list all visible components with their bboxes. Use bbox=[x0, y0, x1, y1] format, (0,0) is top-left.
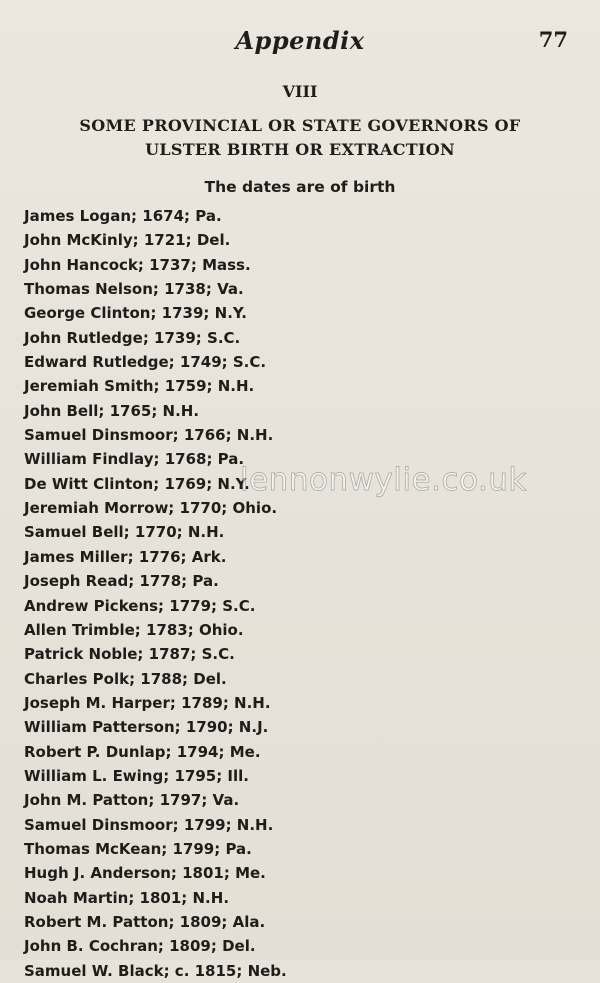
list-item: Joseph M. Harper; 1789; N.H. bbox=[24, 693, 271, 712]
list-item: William L. Ewing; 1795; Ill. bbox=[24, 766, 249, 785]
list-item: Thomas Nelson; 1738; Va. bbox=[24, 280, 244, 299]
list-item: Joseph Read; 1778; Pa. bbox=[24, 572, 219, 591]
list-item: Jeremiah Morrow; 1770; Ohio. bbox=[24, 499, 278, 518]
list-item: John B. Cochran; 1809; Del. bbox=[24, 937, 256, 956]
list-item: Noah Martin; 1801; N.H. bbox=[24, 888, 230, 907]
list-item: Thomas McKean; 1799; Pa. bbox=[24, 839, 252, 858]
section-heading bbox=[40, 114, 560, 162]
list-item: De Witt Clinton; 1769; N.Y. bbox=[24, 474, 250, 493]
section-numeral: VIII bbox=[282, 82, 318, 101]
section-heading-line-2: ULSTER BIRTH OR EXTRACTION bbox=[145, 140, 455, 159]
governor-list bbox=[24, 204, 564, 983]
list-item: Hugh J. Anderson; 1801; Me. bbox=[24, 864, 266, 883]
list-item: John Rutledge; 1739; S.C. bbox=[24, 328, 241, 347]
list-item: John M. Patton; 1797; Va. bbox=[24, 791, 240, 810]
list-item: William Findlay; 1768; Pa. bbox=[24, 450, 245, 469]
list-item: Samuel Bell; 1770; N.H. bbox=[24, 523, 225, 542]
list-item: John Bell; 1765; N.H. bbox=[24, 401, 200, 420]
list-item: Edward Rutledge; 1749; S.C. bbox=[24, 353, 267, 372]
list-item: Patrick Noble; 1787; S.C. bbox=[24, 645, 235, 664]
list-item: John McKinly; 1721; Del. bbox=[24, 231, 231, 250]
list-item: James Logan; 1674; Pa. bbox=[24, 207, 222, 225]
list-item: Samuel W. Black; c. 1815; Neb. bbox=[24, 961, 287, 980]
list-item: George Clinton; 1739; N.Y. bbox=[24, 304, 247, 323]
list-item: Andrew Pickens; 1779; S.C. bbox=[24, 596, 256, 615]
list-item: Samuel Dinsmoor; 1766; N.H. bbox=[24, 426, 274, 445]
list-item: Jeremiah Smith; 1759; N.H. bbox=[24, 377, 255, 396]
watermark: lennonwylie.co.uk bbox=[240, 462, 527, 498]
subheading: The dates are of birth bbox=[204, 178, 396, 196]
list-item: Charles Polk; 1788; Del. bbox=[24, 669, 227, 688]
list-item: Robert P. Dunlap; 1794; Me. bbox=[24, 742, 261, 761]
list-item: Robert M. Patton; 1809; Ala. bbox=[24, 912, 266, 931]
list-item: William Patterson; 1790; N.J. bbox=[24, 718, 269, 737]
section-heading-line-1: SOME PROVINCIAL OR STATE GOVERNORS OF bbox=[79, 116, 521, 135]
running-head-title: Appendix bbox=[235, 26, 365, 55]
list-item: Samuel Dinsmoor; 1799; N.H. bbox=[24, 815, 274, 834]
list-item: Allen Trimble; 1783; Ohio. bbox=[24, 620, 244, 639]
list-item: John Hancock; 1737; Mass. bbox=[24, 255, 251, 274]
list-item: James Miller; 1776; Ark. bbox=[24, 547, 227, 566]
page-number: 77 bbox=[538, 27, 568, 52]
